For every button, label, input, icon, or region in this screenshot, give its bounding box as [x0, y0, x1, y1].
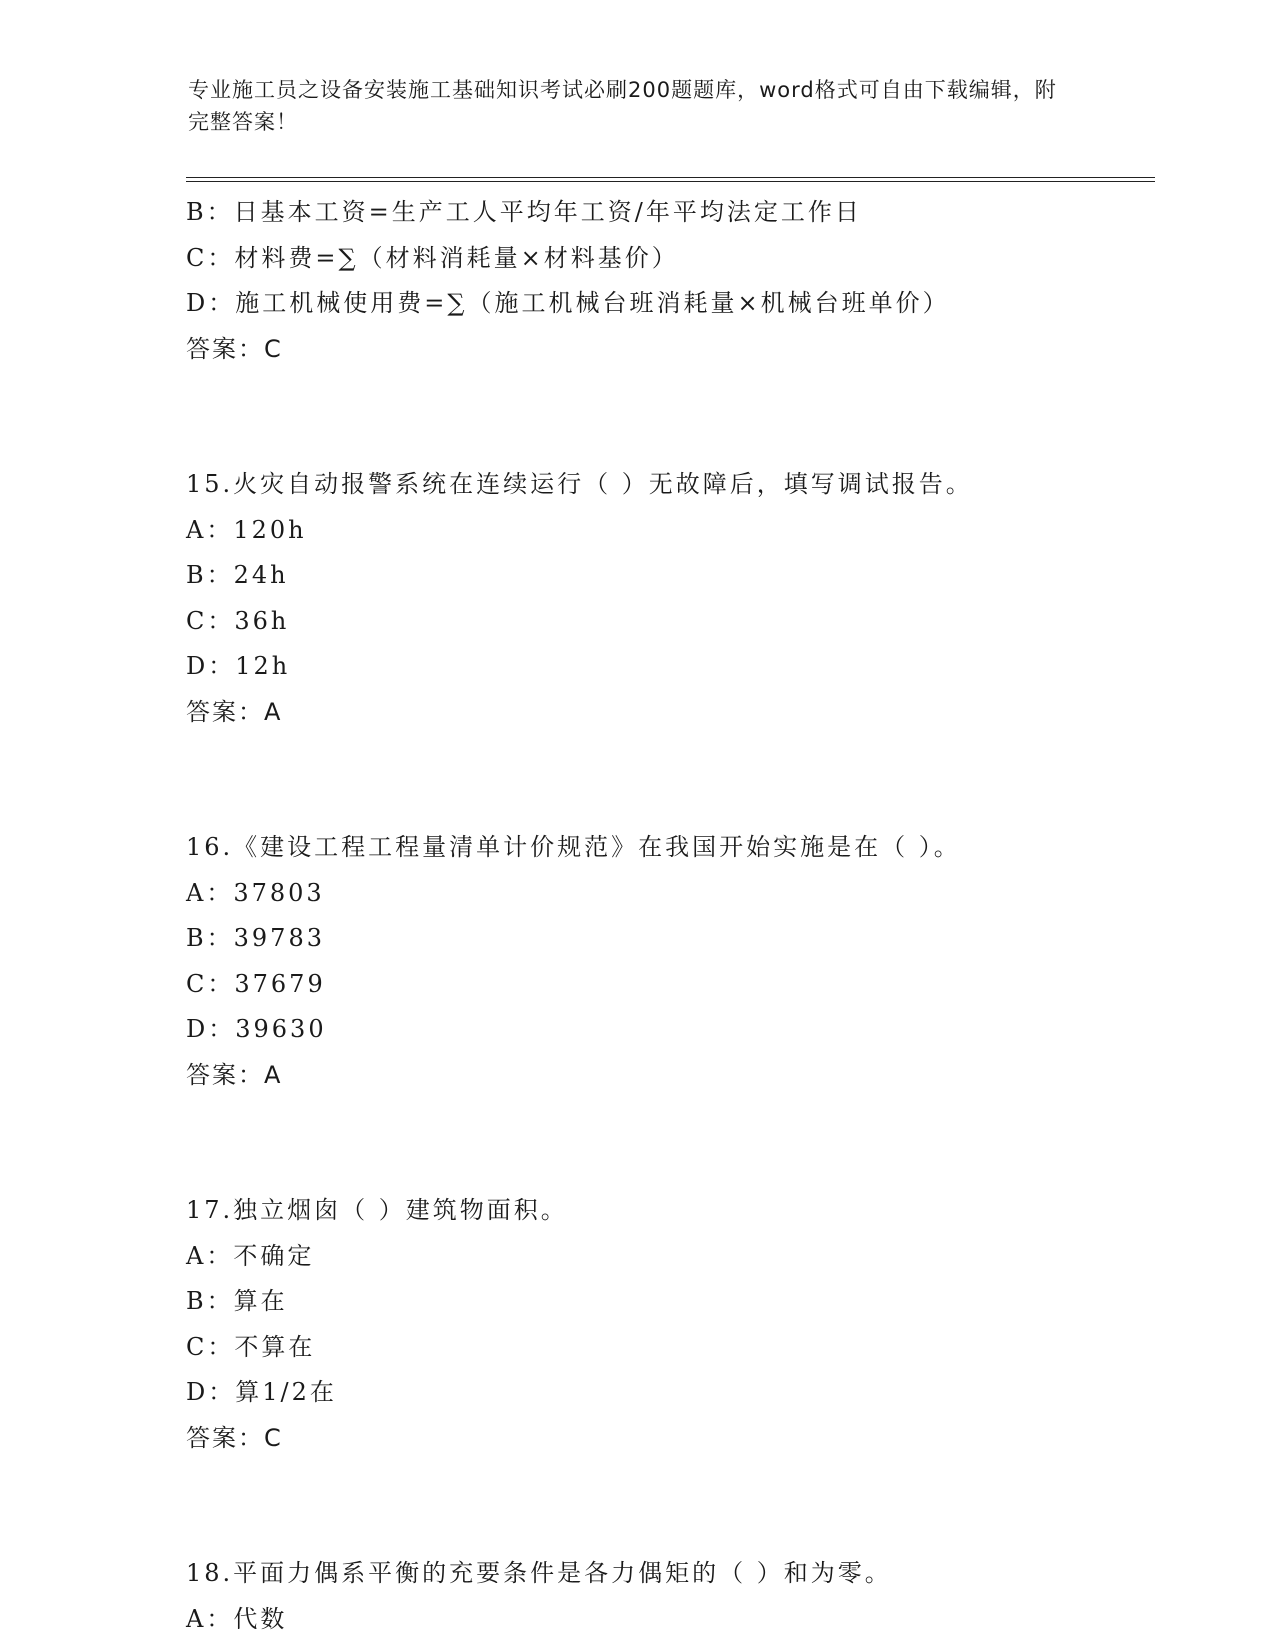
spacer: [186, 1098, 1155, 1188]
answer: 答案：C: [186, 334, 283, 363]
option-c: C：不算在: [186, 1332, 316, 1361]
option-d: D：39630: [186, 1015, 327, 1043]
spacer: [186, 1461, 1155, 1551]
document-body: [186, 190, 1155, 1642]
option-a: A：120h: [186, 515, 307, 544]
answer: 答案：C: [186, 1423, 283, 1452]
option-c: C：材料费=∑（材料消耗量×材料基价）: [186, 243, 679, 272]
option-d: D：施工机械使用费=∑（施工机械台班消耗量×机械台班单价）: [186, 289, 950, 317]
header-divider: [186, 177, 1155, 182]
question-text: 16.《建设工程工程量清单计价规范》在我国开始实施是在（ ）。: [186, 833, 961, 861]
option-b: B：24h: [186, 561, 289, 589]
question-block-17: [186, 1188, 1155, 1461]
question-text: 15.火灾自动报警系统在连续运行（ ）无故障后，填写调试报告。: [186, 470, 973, 498]
option-c: C：37679: [186, 969, 326, 998]
option-d: D：算1/2在: [186, 1378, 337, 1406]
question-text: 17.独立烟囱（ ）建筑物面积。: [186, 1196, 568, 1224]
question-block-14: [186, 190, 1155, 372]
option-b: B：日基本工资=生产工人平均年工资/年平均法定工作日: [186, 198, 862, 226]
answer: 答案：A: [186, 1060, 283, 1089]
option-a: A：不确定: [186, 1241, 315, 1270]
question-block-18: [186, 1551, 1155, 1642]
question-block-16: [186, 825, 1155, 1098]
document-header: 专业施工员之设备安装施工基础知识考试必刷200题题库，word格式可自由下载编辑，附完整答案！: [188, 78, 1057, 134]
option-b: B：39783: [186, 924, 325, 952]
option-a: A：代数: [186, 1604, 288, 1633]
question-block-15: [186, 462, 1155, 735]
spacer: [186, 372, 1155, 462]
option-b: B：算在: [186, 1287, 288, 1315]
question-text: 18.平面力偶系平衡的充要条件是各力偶矩的（ ）和为零。: [186, 1559, 892, 1587]
spacer: [186, 735, 1155, 825]
option-c: C：36h: [186, 606, 290, 635]
option-d: D：12h: [186, 652, 291, 680]
option-a: A：37803: [186, 878, 325, 907]
answer: 答案：A: [186, 697, 283, 726]
